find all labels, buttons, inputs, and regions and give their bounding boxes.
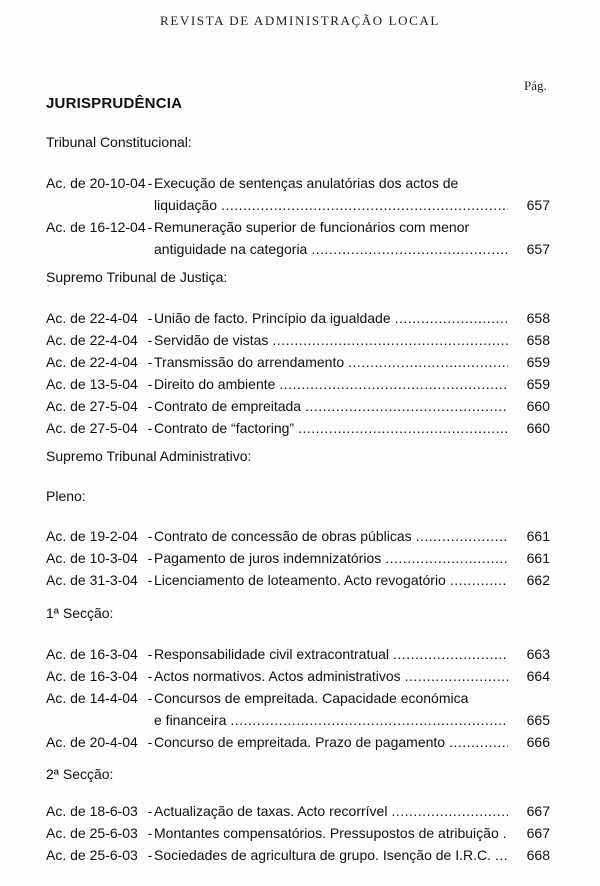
toc-entry-line [46, 351, 550, 373]
entry-subject-text: Actos normativos. Actos administrativos [154, 668, 401, 684]
page-number[interactable]: 657 [526, 241, 550, 257]
toc-entry[interactable] [46, 216, 550, 260]
entry-reference: Ac. de 22-4-04 [46, 354, 138, 370]
entry-subject [154, 329, 518, 351]
dot-leader [449, 731, 508, 753]
toc-entry[interactable] [46, 525, 550, 547]
entry-separator: - [147, 528, 153, 544]
dot-leader [279, 373, 508, 395]
section-title: JURISPRUDÊNCIA [46, 95, 183, 112]
dot-leader [416, 525, 508, 547]
toc-entry-line [46, 172, 550, 194]
entry-separator: - [147, 803, 153, 819]
section-heading: Supremo Tribunal Administrativo: [46, 448, 252, 464]
entry-subject-text: Actualização de taxas. Acto recorrível [154, 803, 388, 819]
dot-leader [395, 307, 508, 329]
entry-separator: - [147, 398, 153, 414]
section-heading: 1ª Secção: [46, 605, 114, 621]
page-number[interactable]: 667 [526, 803, 550, 819]
entry-subject [154, 822, 518, 844]
page-column-label: Pág. [524, 78, 547, 93]
dot-leader [221, 194, 508, 216]
toc-entry[interactable] [46, 307, 550, 329]
entry-subject-text: Execução de sentenças anulatórias dos actos de [154, 175, 459, 191]
entry-subject-text: Pagamento de juros indemnizatórios [154, 550, 382, 566]
entry-separator: - [147, 175, 153, 191]
entry-reference: Ac. de 20-4-04 [46, 734, 138, 750]
entry-reference: Ac. de 25-6-03 [46, 825, 138, 841]
toc-entry-line [46, 216, 550, 238]
entry-reference: Ac. de 13-5-04 [46, 376, 138, 392]
toc-entry-line [46, 307, 550, 329]
entry-subject [154, 307, 518, 329]
page-number[interactable]: 666 [526, 734, 550, 750]
entry-separator: - [147, 572, 153, 588]
toc-entry-line [46, 822, 550, 844]
entry-subject [154, 665, 518, 687]
entry-separator: - [147, 646, 153, 662]
page-number[interactable]: 661 [526, 550, 550, 566]
toc-entry-line [46, 844, 550, 866]
entry-subject-text: Remuneração superior de funcionários com menor [154, 219, 470, 235]
entry-subject-text: Montantes compensatórios. Pressupostos de atribuição [154, 825, 499, 841]
entry-separator: - [147, 690, 153, 706]
entry-separator: - [147, 420, 153, 436]
toc-entry-line [46, 395, 550, 417]
section-heading: 2ª Secção: [46, 766, 114, 782]
entry-subject [154, 351, 518, 373]
dot-leader [391, 800, 508, 822]
entry-reference: Ac. de 31-3-04 [46, 572, 138, 588]
section-heading: Pleno: [46, 488, 86, 504]
page-number[interactable]: 659 [526, 354, 550, 370]
toc-entry[interactable] [46, 800, 550, 822]
entry-subject [154, 525, 518, 547]
toc-entry[interactable] [46, 665, 550, 687]
entry-reference: Ac. de 27-5-04 [46, 420, 138, 436]
entry-subject [154, 569, 518, 591]
entry-subject-text: e financeira [154, 712, 227, 728]
entry-separator: - [147, 354, 153, 370]
entry-subject [154, 800, 518, 822]
entry-subject [154, 547, 518, 569]
page-number[interactable]: 657 [526, 197, 550, 213]
entry-subject-text: Concursos de empreitada. Capacidade económica [154, 690, 469, 706]
page-number[interactable]: 660 [526, 420, 550, 436]
toc-entry-line [46, 238, 550, 260]
entry-subject [154, 238, 518, 260]
dot-leader [503, 822, 508, 844]
entry-separator: - [147, 847, 153, 863]
entry-subject [154, 373, 518, 395]
running-header: REVISTA DE ADMINISTRAÇÃO LOCAL [160, 13, 440, 28]
toc-entry-line [46, 709, 550, 731]
page-number[interactable]: 664 [526, 668, 550, 684]
toc-entry[interactable] [46, 172, 550, 216]
toc-entry[interactable] [46, 731, 550, 753]
toc-entry[interactable] [46, 329, 550, 351]
toc-entry-line [46, 525, 550, 547]
toc-entry-line [46, 569, 550, 591]
toc-entry[interactable] [46, 351, 550, 373]
entry-subject-text: Direito do ambiente [154, 376, 276, 392]
entry-subject-text: União de facto. Princípio da igualdade [154, 310, 391, 326]
entry-subject [154, 395, 518, 417]
entry-reference: Ac. de 18-6-03 [46, 803, 138, 819]
entry-subject-text: Contrato de “factoring” [154, 420, 295, 436]
entry-subject [154, 194, 518, 216]
page-number[interactable]: 668 [526, 847, 550, 863]
entry-reference: Ac. de 16-12-04 [46, 219, 146, 235]
entry-subject-text: Concurso de empreitada. Prazo de pagamento [154, 734, 446, 750]
toc-entry-line [46, 665, 550, 687]
entry-subject-text: antiguidade na categoria [154, 241, 308, 257]
toc-entry[interactable] [46, 643, 550, 665]
page-number[interactable]: 663 [526, 646, 550, 662]
entry-subject-text: Licenciamento de loteamento. Acto revogatório [154, 572, 446, 588]
toc-entry-line [46, 800, 550, 822]
entry-separator: - [147, 550, 153, 566]
page-number[interactable]: 658 [526, 310, 550, 326]
section-heading: Supremo Tribunal de Justiça: [46, 269, 228, 285]
entry-reference: Ac. de 20-10-04 [46, 175, 146, 191]
entry-subject [154, 417, 518, 439]
entry-subject-text: Responsabilidade civil extracontratual [154, 646, 390, 662]
page-number[interactable]: 658 [526, 332, 550, 348]
dot-leader [230, 709, 508, 731]
entry-subject-text: Transmissão do arrendamento [154, 354, 345, 370]
toc-entry[interactable] [46, 687, 550, 731]
dot-leader [385, 547, 508, 569]
entry-separator: - [147, 734, 153, 750]
dot-leader [305, 395, 508, 417]
entry-subject [154, 643, 518, 665]
entry-subject [154, 844, 518, 866]
page-number[interactable]: 661 [526, 528, 550, 544]
toc-entry[interactable] [46, 569, 550, 591]
toc-entry-line [46, 329, 550, 351]
page-number[interactable]: 659 [526, 376, 550, 392]
entry-reference: Ac. de 14-4-04 [46, 690, 138, 706]
entry-subject [154, 709, 518, 731]
toc-entry[interactable] [46, 417, 550, 439]
dot-leader [348, 351, 508, 373]
toc-entry[interactable] [46, 547, 550, 569]
entry-separator: - [147, 310, 153, 326]
toc-entry[interactable] [46, 395, 550, 417]
toc-entry-line [46, 547, 550, 569]
entry-reference: Ac. de 10-3-04 [46, 550, 138, 566]
entry-separator: - [147, 376, 153, 392]
page-number[interactable]: 660 [526, 398, 550, 414]
toc-entry[interactable] [46, 373, 550, 395]
toc-entry-line [46, 643, 550, 665]
entry-reference: Ac. de 22-4-04 [46, 332, 138, 348]
entry-reference: Ac. de 22-4-04 [46, 310, 138, 326]
entry-separator: - [147, 332, 153, 348]
dot-leader [450, 569, 508, 591]
entry-subject-text: liquidação [154, 197, 218, 213]
dot-leader [405, 665, 508, 687]
entry-reference: Ac. de 27-5-04 [46, 398, 138, 414]
entry-separator: - [147, 219, 153, 235]
page-number[interactable]: 662 [526, 572, 550, 588]
entry-reference: Ac. de 16-3-04 [46, 668, 138, 684]
toc-entry-line [46, 731, 550, 753]
entry-subject-text: Sociedades de agricultura de grupo. Isenção de I.R.C. [154, 847, 491, 863]
dot-leader [495, 844, 508, 866]
entry-reference: Ac. de 19-2-04 [46, 528, 138, 544]
section-heading: Tribunal Constitucional: [46, 134, 192, 150]
toc-entry[interactable] [46, 822, 550, 844]
entry-separator: - [147, 668, 153, 684]
entry-subject-text: Servidão de vistas [154, 332, 269, 348]
page-number[interactable]: 665 [526, 712, 550, 728]
toc-entry-line [46, 373, 550, 395]
page-number[interactable]: 667 [526, 825, 550, 841]
toc-entry-line [46, 687, 550, 709]
dot-leader [311, 238, 508, 260]
toc-entry-line [46, 194, 550, 216]
entry-reference: Ac. de 25-6-03 [46, 847, 138, 863]
entry-subject-text: Contrato de empreitada [154, 398, 302, 414]
toc-entry-line [46, 417, 550, 439]
entry-subject-text: Contrato de concessão de obras públicas [154, 528, 412, 544]
entry-reference: Ac. de 16-3-04 [46, 646, 138, 662]
dot-leader [298, 417, 508, 439]
entry-separator: - [147, 825, 153, 841]
toc-entry[interactable] [46, 844, 550, 866]
dot-leader [272, 329, 508, 351]
entry-subject [154, 731, 518, 753]
dot-leader [393, 643, 508, 665]
